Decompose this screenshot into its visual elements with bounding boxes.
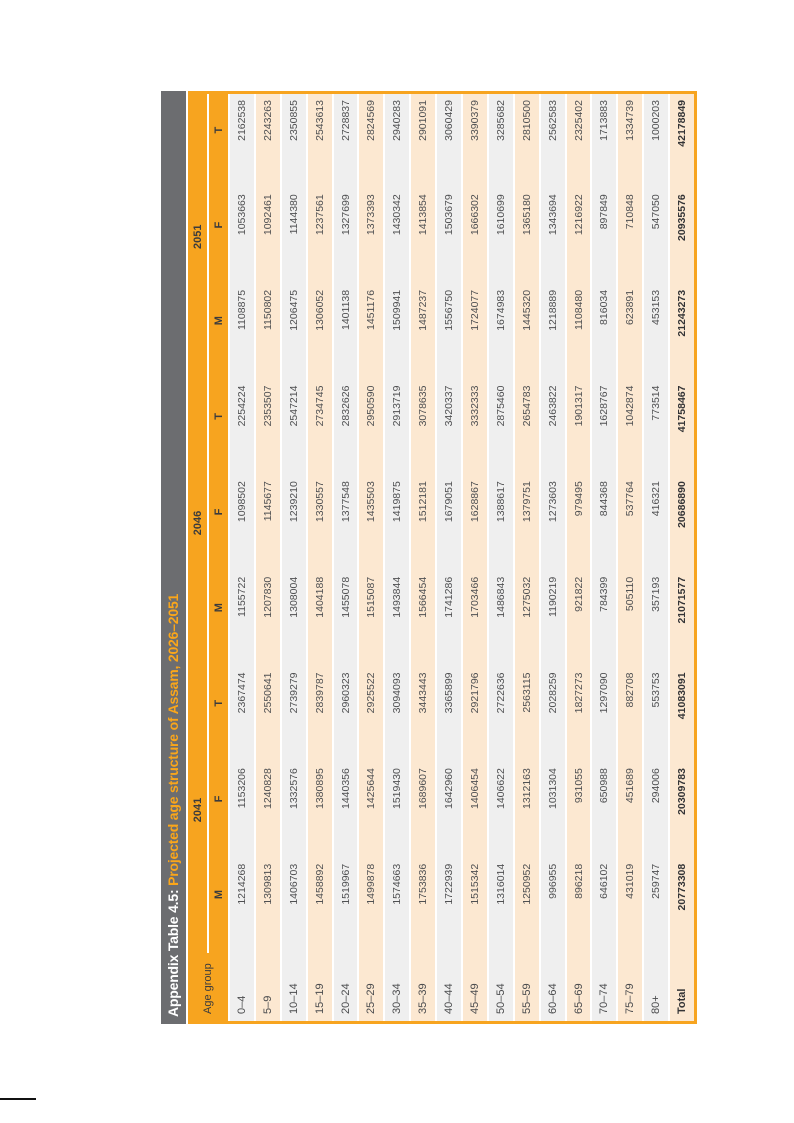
year-header-2051: 2051 (188, 93, 208, 380)
value-cell: 1308004 (281, 571, 307, 667)
value-cell: 2563115 (514, 666, 540, 762)
value-cell: 710848 (617, 188, 643, 284)
subcol-header-f: F (208, 762, 229, 858)
value-cell: 3420337 (436, 380, 462, 476)
age-group-label: 45–49 (462, 953, 488, 1022)
table-row (333, 93, 359, 1023)
value-cell: 1190219 (540, 571, 566, 667)
age-group-label: 55–59 (514, 953, 540, 1022)
value-cell: 2654783 (514, 380, 540, 476)
table-title-prefix: Appendix Table 4.5: (165, 885, 181, 1017)
value-cell: 1153206 (229, 762, 255, 858)
value-cell: 1401138 (333, 284, 359, 380)
table-row (540, 93, 566, 1023)
value-cell: 21071577 (669, 571, 695, 667)
value-cell: 2824569 (358, 93, 384, 189)
value-cell: 547050 (643, 188, 669, 284)
value-cell: 2547214 (281, 380, 307, 476)
subcol-header-t: T (208, 380, 229, 476)
value-cell: 431019 (617, 858, 643, 954)
value-cell: 1108875 (229, 284, 255, 380)
value-cell: 1250952 (514, 858, 540, 954)
value-cell: 897849 (591, 188, 617, 284)
value-cell: 2028259 (540, 666, 566, 762)
value-cell: 1380895 (307, 762, 333, 858)
value-cell: 646102 (591, 858, 617, 954)
value-cell: 3078635 (410, 380, 436, 476)
value-cell: 1031304 (540, 762, 566, 858)
table-row (410, 93, 436, 1023)
value-cell: 42178849 (669, 93, 695, 189)
value-cell: 537764 (617, 475, 643, 571)
sex-header-row (208, 93, 229, 1023)
value-cell: 1218889 (540, 284, 566, 380)
value-cell: 979495 (566, 475, 592, 571)
value-cell: 996955 (540, 858, 566, 954)
table-row (643, 93, 669, 1023)
value-cell: 2350855 (281, 93, 307, 189)
table-row (488, 93, 514, 1023)
value-cell: 3390379 (462, 93, 488, 189)
table-row (514, 93, 540, 1023)
value-cell: 2243263 (255, 93, 281, 189)
value-cell: 294006 (643, 762, 669, 858)
age-group-label: 80+ (643, 953, 669, 1022)
value-cell: 2810500 (514, 93, 540, 189)
value-cell: 1512181 (410, 475, 436, 571)
value-cell: 2901091 (410, 93, 436, 189)
value-cell: 451689 (617, 762, 643, 858)
table-row (462, 93, 488, 1023)
value-cell: 20309783 (669, 762, 695, 858)
value-cell: 3060429 (436, 93, 462, 189)
value-cell: 1628767 (591, 380, 617, 476)
value-cell: 1316014 (488, 858, 514, 954)
value-cell: 896218 (566, 858, 592, 954)
table-row (591, 93, 617, 1023)
value-cell: 844368 (591, 475, 617, 571)
value-cell: 3365899 (436, 666, 462, 762)
table-title-highlight: Projected age structure of Assam, 2026–2051 (165, 593, 181, 886)
footer-rule (0, 1098, 36, 1100)
table-row (229, 93, 255, 1023)
value-cell: 816034 (591, 284, 617, 380)
table-row (566, 93, 592, 1023)
value-cell: 2839787 (307, 666, 333, 762)
value-cell: 1145677 (255, 475, 281, 571)
subcol-header-f: F (208, 475, 229, 571)
value-cell: 1216922 (566, 188, 592, 284)
subcol-header-m: M (208, 284, 229, 380)
value-cell: 2353507 (255, 380, 281, 476)
value-cell: 41083091 (669, 666, 695, 762)
value-cell: 1207830 (255, 571, 281, 667)
age-group-column-header: Age group (188, 953, 229, 1022)
value-cell: 623891 (617, 284, 643, 380)
value-cell: 1642960 (436, 762, 462, 858)
table-row (358, 93, 384, 1023)
value-cell: 1610699 (488, 188, 514, 284)
value-cell: 1406703 (281, 858, 307, 954)
value-cell: 1430342 (384, 188, 410, 284)
year-header-row (188, 93, 208, 1023)
value-cell: 1574663 (384, 858, 410, 954)
age-group-label: 25–29 (358, 953, 384, 1022)
value-cell: 1108480 (566, 284, 592, 380)
value-cell: 2960323 (333, 666, 359, 762)
rotated-table-sheet (161, 91, 694, 1024)
value-cell: 1388617 (488, 475, 514, 571)
table-row (307, 93, 333, 1023)
value-cell: 2925522 (358, 666, 384, 762)
table-row (617, 93, 643, 1023)
value-cell: 1327699 (333, 188, 359, 284)
value-cell: 357193 (643, 571, 669, 667)
table-body (229, 93, 695, 1023)
value-cell: 20773308 (669, 858, 695, 954)
value-cell: 3443443 (410, 666, 436, 762)
age-group-label: 35–39 (410, 953, 436, 1022)
age-group-label: 5–9 (255, 953, 281, 1022)
value-cell: 1503679 (436, 188, 462, 284)
projection-table (188, 91, 697, 1024)
value-cell: 1519430 (384, 762, 410, 858)
value-cell: 1000203 (643, 93, 669, 189)
value-cell: 1330557 (307, 475, 333, 571)
value-cell: 2722636 (488, 666, 514, 762)
value-cell: 2734745 (307, 380, 333, 476)
value-cell: 1042874 (617, 380, 643, 476)
value-cell: 1334739 (617, 93, 643, 189)
value-cell: 3285682 (488, 93, 514, 189)
value-cell: 1297090 (591, 666, 617, 762)
value-cell: 2940283 (384, 93, 410, 189)
value-cell: 20935576 (669, 188, 695, 284)
value-cell: 921822 (566, 571, 592, 667)
age-group-label: 20–24 (333, 953, 359, 1022)
age-group-label: 30–34 (384, 953, 410, 1022)
value-cell: 1206475 (281, 284, 307, 380)
value-cell: 1440356 (333, 762, 359, 858)
value-cell: 882708 (617, 666, 643, 762)
value-cell: 1487237 (410, 284, 436, 380)
value-cell: 650988 (591, 762, 617, 858)
value-cell: 1515087 (358, 571, 384, 667)
value-cell: 1455078 (333, 571, 359, 667)
value-cell: 1486843 (488, 571, 514, 667)
age-group-label: 75–79 (617, 953, 643, 1022)
value-cell: 1901317 (566, 380, 592, 476)
value-cell: 1519967 (333, 858, 359, 954)
value-cell: 1309813 (255, 858, 281, 954)
value-cell: 2367474 (229, 666, 255, 762)
subcol-header-f: F (208, 188, 229, 284)
subcol-header-m: M (208, 571, 229, 667)
subcol-header-m: M (208, 858, 229, 954)
value-cell: 1239210 (281, 475, 307, 571)
value-cell: 1419875 (384, 475, 410, 571)
value-cell: 3094093 (384, 666, 410, 762)
table-row (281, 93, 307, 1023)
value-cell: 1365180 (514, 188, 540, 284)
value-cell: 1425644 (358, 762, 384, 858)
value-cell: 1306052 (307, 284, 333, 380)
value-cell: 259747 (643, 858, 669, 954)
age-group-label: 40–44 (436, 953, 462, 1022)
value-cell: 2739279 (281, 666, 307, 762)
value-cell: 1509941 (384, 284, 410, 380)
value-cell: 1827273 (566, 666, 592, 762)
value-cell: 1092461 (255, 188, 281, 284)
value-cell: 1275032 (514, 571, 540, 667)
value-cell: 2543613 (307, 93, 333, 189)
value-cell: 41758467 (669, 380, 695, 476)
value-cell: 21243273 (669, 284, 695, 380)
value-cell: 1098502 (229, 475, 255, 571)
value-cell: 1435503 (358, 475, 384, 571)
value-cell: 2162538 (229, 93, 255, 189)
value-cell: 1343694 (540, 188, 566, 284)
value-cell: 1566454 (410, 571, 436, 667)
table-row (436, 93, 462, 1023)
year-header-2046: 2046 (188, 380, 208, 667)
value-cell: 1722939 (436, 858, 462, 954)
age-group-label: 15–19 (307, 953, 333, 1022)
value-cell: 1377548 (333, 475, 359, 571)
value-cell: 1155722 (229, 571, 255, 667)
value-cell: 1753836 (410, 858, 436, 954)
value-cell: 1404188 (307, 571, 333, 667)
value-cell: 1458892 (307, 858, 333, 954)
value-cell: 2875460 (488, 380, 514, 476)
value-cell: 1053663 (229, 188, 255, 284)
value-cell: 2562583 (540, 93, 566, 189)
age-group-label: 10–14 (281, 953, 307, 1022)
value-cell: 1689607 (410, 762, 436, 858)
value-cell: 1499878 (358, 858, 384, 954)
value-cell: 1379751 (514, 475, 540, 571)
value-cell: 1240828 (255, 762, 281, 858)
value-cell: 1674983 (488, 284, 514, 380)
table-row (384, 93, 410, 1023)
value-cell: 931055 (566, 762, 592, 858)
value-cell: 416321 (643, 475, 669, 571)
value-cell: 1556750 (436, 284, 462, 380)
age-group-label: 0–4 (229, 953, 255, 1022)
value-cell: 2832626 (333, 380, 359, 476)
value-cell: 1628867 (462, 475, 488, 571)
value-cell: 1703466 (462, 571, 488, 667)
age-group-label: 65–69 (566, 953, 592, 1022)
total-row (669, 93, 695, 1023)
value-cell: 1451176 (358, 284, 384, 380)
value-cell: 2950590 (358, 380, 384, 476)
table-row (255, 93, 281, 1023)
value-cell: 1406622 (488, 762, 514, 858)
value-cell: 1237561 (307, 188, 333, 284)
table-header (188, 93, 229, 1023)
value-cell: 1150802 (255, 284, 281, 380)
value-cell: 1144380 (281, 188, 307, 284)
value-cell: 1741286 (436, 571, 462, 667)
value-cell: 20686890 (669, 475, 695, 571)
value-cell: 2325402 (566, 93, 592, 189)
year-header-2041: 2041 (188, 666, 208, 953)
value-cell: 2463822 (540, 380, 566, 476)
value-cell: 1445320 (514, 284, 540, 380)
age-group-label: 50–54 (488, 953, 514, 1022)
table-title (161, 91, 186, 1024)
value-cell: 553753 (643, 666, 669, 762)
value-cell: 1214268 (229, 858, 255, 954)
value-cell: 2254224 (229, 380, 255, 476)
value-cell: 453153 (643, 284, 669, 380)
value-cell: 1713883 (591, 93, 617, 189)
subcol-header-t: T (208, 93, 229, 189)
value-cell: 1373393 (358, 188, 384, 284)
subcol-header-t: T (208, 666, 229, 762)
value-cell: 1273603 (540, 475, 566, 571)
value-cell: 1679051 (436, 475, 462, 571)
value-cell: 2550641 (255, 666, 281, 762)
value-cell: 784399 (591, 571, 617, 667)
value-cell: 773514 (643, 380, 669, 476)
value-cell: 505110 (617, 571, 643, 667)
value-cell: 1493844 (384, 571, 410, 667)
age-group-label: Total (669, 953, 695, 1022)
value-cell: 1666302 (462, 188, 488, 284)
value-cell: 1312163 (514, 762, 540, 858)
value-cell: 1413854 (410, 188, 436, 284)
value-cell: 1515342 (462, 858, 488, 954)
value-cell: 1332576 (281, 762, 307, 858)
value-cell: 2728837 (333, 93, 359, 189)
value-cell: 2921796 (462, 666, 488, 762)
value-cell: 1724077 (462, 284, 488, 380)
age-group-label: 60–64 (540, 953, 566, 1022)
value-cell: 2913719 (384, 380, 410, 476)
value-cell: 3332333 (462, 380, 488, 476)
value-cell: 1406454 (462, 762, 488, 858)
age-group-label: 70–74 (591, 953, 617, 1022)
